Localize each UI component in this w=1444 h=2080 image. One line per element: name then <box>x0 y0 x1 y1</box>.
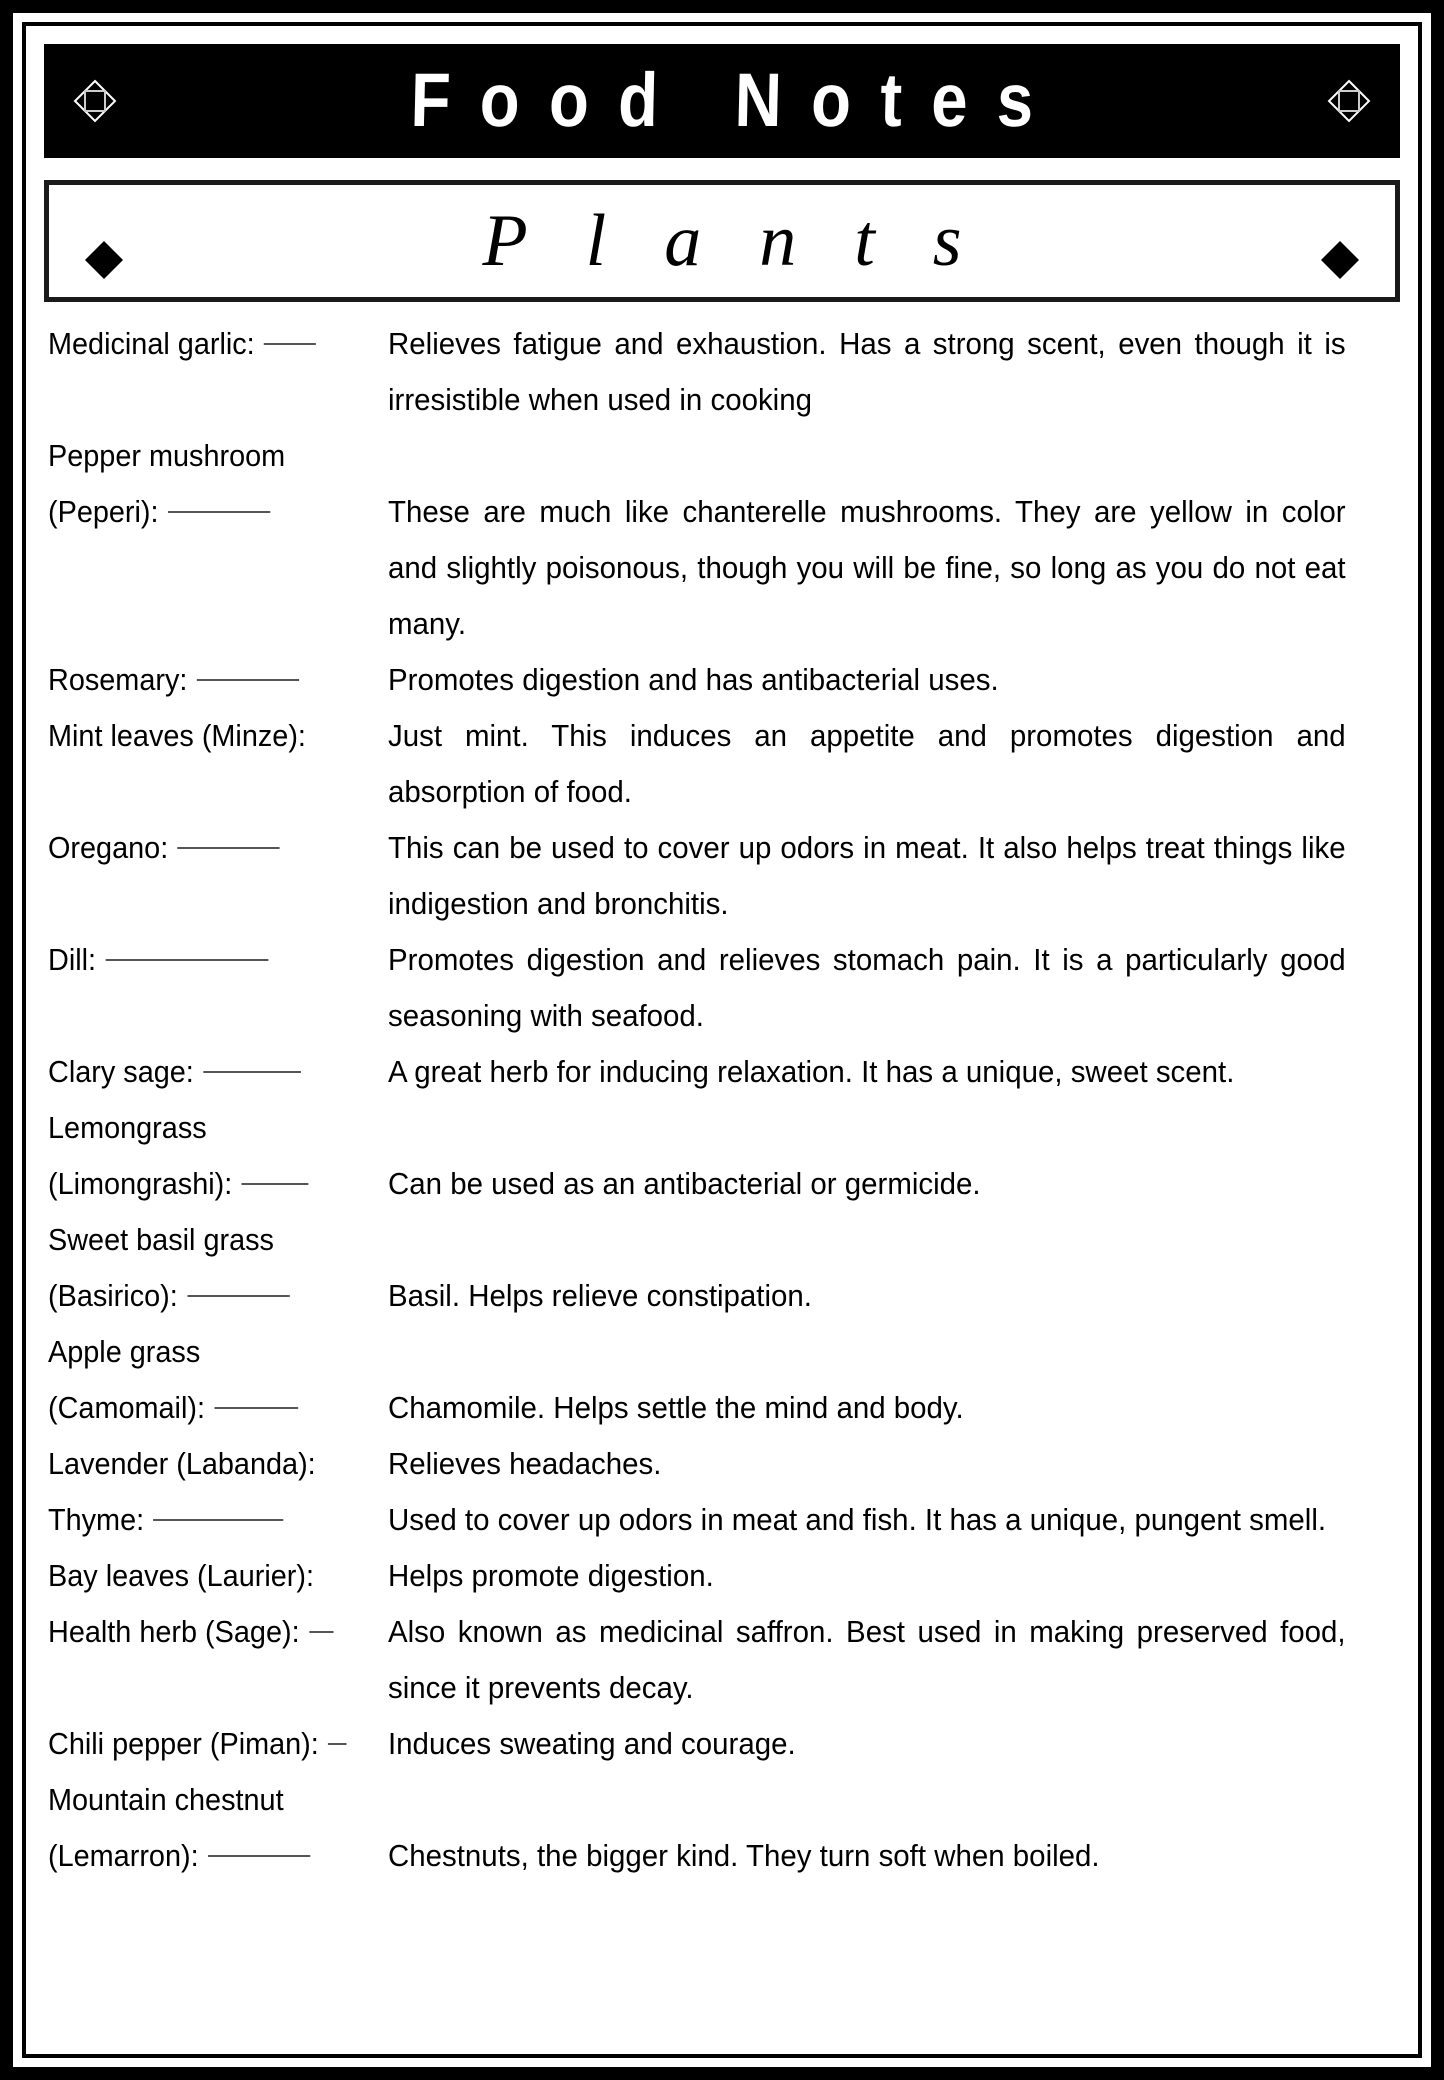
plant-entry-term-label: Health herb (Sage): <box>48 1614 300 1649</box>
plant-entry-row <box>48 1324 1400 1436</box>
page-content-frame <box>22 22 1422 2058</box>
leader-rule <box>214 1407 298 1409</box>
plant-entry-term-line2 <box>48 1268 359 1324</box>
plant-entry-term <box>48 1436 364 1492</box>
plant-entry-term <box>48 428 364 540</box>
plant-entry-description: Helps promote digestion. <box>388 1558 714 1593</box>
section-title-banner <box>44 180 1400 302</box>
plant-entry-row <box>48 1772 1400 1884</box>
leader-rule <box>264 343 316 345</box>
plant-entry-term <box>48 1716 364 1772</box>
plant-entry-description: A great herb for inducing relaxation. It has a unique, sweet scent. <box>388 1054 1235 1089</box>
leader-rule <box>242 1183 309 1185</box>
plant-entry-description: Chestnuts, the bigger kind. They turn soft when boiled. <box>388 1838 1100 1873</box>
plant-entry-term-line2 <box>48 484 359 540</box>
plant-entry-term <box>48 1772 364 1884</box>
plant-entry-row <box>48 652 1400 708</box>
plant-entry-row <box>48 1716 1400 1772</box>
plant-entry-term-label: Dill: <box>48 942 97 977</box>
plant-entry-description: This can be used to cover up odors in meat. It also helps treat things like indigestion and bronchitis. <box>388 830 1346 921</box>
plant-entry-description: Chamomile. Helps settle the mind and body. <box>388 1390 964 1425</box>
plant-entry-row <box>48 1604 1400 1716</box>
plant-entry-term-line2 <box>48 1156 359 1212</box>
plant-entry-term <box>48 1492 364 1548</box>
plant-entry-term <box>48 316 364 372</box>
leader-rule <box>187 1295 289 1297</box>
plant-entry-term <box>48 1548 364 1604</box>
plant-entry-term-line1: Sweet basil grass <box>48 1222 274 1257</box>
plant-entry-row <box>48 1492 1400 1548</box>
plant-entry-description: These are much like chanterelle mushrooms. They are yellow in color and slightly poisonous, though you will be fine, so long as you do not eat many. <box>388 494 1346 641</box>
page-white-gap <box>13 13 1431 2067</box>
plant-entry-row <box>48 428 1400 652</box>
plant-entry-description: Relieves fatigue and exhaustion. Has a strong scent, even though it is irresistible when used in cooking <box>388 326 1346 417</box>
plant-entry-term <box>48 1100 364 1212</box>
plant-entry-row <box>48 1100 1400 1212</box>
plant-entry-term-label: (Limongrashi): <box>48 1166 233 1201</box>
plant-entry-term <box>48 652 364 708</box>
plant-entry-term-label: Bay leaves (Laurier): <box>48 1558 314 1593</box>
plant-entry-term <box>48 1212 364 1324</box>
plant-entry-term-label: (Basirico): <box>48 1278 178 1313</box>
leader-rule <box>208 1855 310 1857</box>
title-banner <box>44 44 1400 158</box>
leader-rule <box>328 1743 347 1745</box>
plant-entry-description: Promotes digestion and has antibacterial uses. <box>388 662 999 697</box>
plant-entry-row <box>48 1212 1400 1324</box>
plant-entry-row <box>48 316 1400 428</box>
plant-entry-term-label: Thyme: <box>48 1502 145 1537</box>
plant-entry-description: Basil. Helps relieve constipation. <box>388 1278 812 1313</box>
plant-entry-description: Just mint. This induces an appetite and promotes digestion and absorption of food. <box>388 718 1346 809</box>
plant-entry-term-label: (Lemarron): <box>48 1838 199 1873</box>
plant-entry-description: Induces sweating and courage. <box>388 1726 796 1761</box>
leader-rule <box>178 847 280 849</box>
plant-entry-term-label: Oregano: <box>48 830 169 865</box>
diamond-in-square-outline-icon <box>1326 78 1372 124</box>
page-title: Food Notes <box>409 58 1064 143</box>
plant-entry-list <box>44 316 1400 1884</box>
plant-entry-term-label: Clary sage: <box>48 1054 194 1089</box>
plant-entry-term <box>48 1044 364 1100</box>
plant-entry-term <box>48 820 364 876</box>
plant-entry-term <box>48 1324 364 1436</box>
leader-rule <box>153 1519 283 1521</box>
plant-entry-description: Promotes digestion and relieves stomach pain. It is a particularly good seasoning with seafood. <box>388 942 1346 1033</box>
plant-entry-term-label: Chili pepper (Piman): <box>48 1726 319 1761</box>
leader-rule <box>197 679 299 681</box>
filled-diamond-icon <box>1321 222 1359 260</box>
plant-entry-term-line2 <box>48 1380 359 1436</box>
plant-entry-row <box>48 820 1400 932</box>
plant-entry-description: Can be used as an antibacterial or germicide. <box>388 1166 981 1201</box>
plant-entry-term <box>48 1604 364 1660</box>
plant-entry-term-label: Medicinal garlic: <box>48 326 255 361</box>
leader-rule <box>309 1631 333 1633</box>
leader-rule <box>105 959 268 961</box>
plant-entry-term-line1: Apple grass <box>48 1334 201 1369</box>
plant-entry-term-line1: Lemongrass <box>48 1110 207 1145</box>
leader-rule <box>168 511 270 513</box>
plant-entry-term-line2 <box>48 1828 359 1884</box>
plant-entry-term <box>48 708 364 764</box>
plant-entry-term <box>48 932 364 988</box>
plant-entry-term-line1: Mountain chestnut <box>48 1782 284 1817</box>
filled-diamond-icon <box>85 222 123 260</box>
plant-entry-row <box>48 708 1400 820</box>
plant-entry-description: Used to cover up odors in meat and fish. It has a unique, pungent smell. <box>388 1502 1327 1537</box>
section-title: Plants <box>482 200 1020 282</box>
plant-entry-description: Also known as medicinal saffron. Best used in making preserved food, since it prevents decay. <box>388 1614 1346 1705</box>
plant-entry-term-label: Mint leaves (Minze): <box>48 718 306 753</box>
plant-entry-term-label: Rosemary: <box>48 662 188 697</box>
plant-entry-row <box>48 1548 1400 1604</box>
leader-rule <box>203 1071 301 1073</box>
plant-entry-row <box>48 1436 1400 1492</box>
plant-entry-row <box>48 932 1400 1044</box>
plant-entry-term-line1: Pepper mushroom <box>48 438 286 473</box>
diamond-in-square-outline-icon <box>72 78 118 124</box>
plant-entry-term-label: Lavender (Labanda): <box>48 1446 316 1481</box>
plant-entry-term-label: (Peperi): <box>48 494 159 529</box>
plant-entry-description: Relieves headaches. <box>388 1446 662 1481</box>
plant-entry-term-label: (Camomail): <box>48 1390 205 1425</box>
plant-entry-row <box>48 1044 1400 1100</box>
